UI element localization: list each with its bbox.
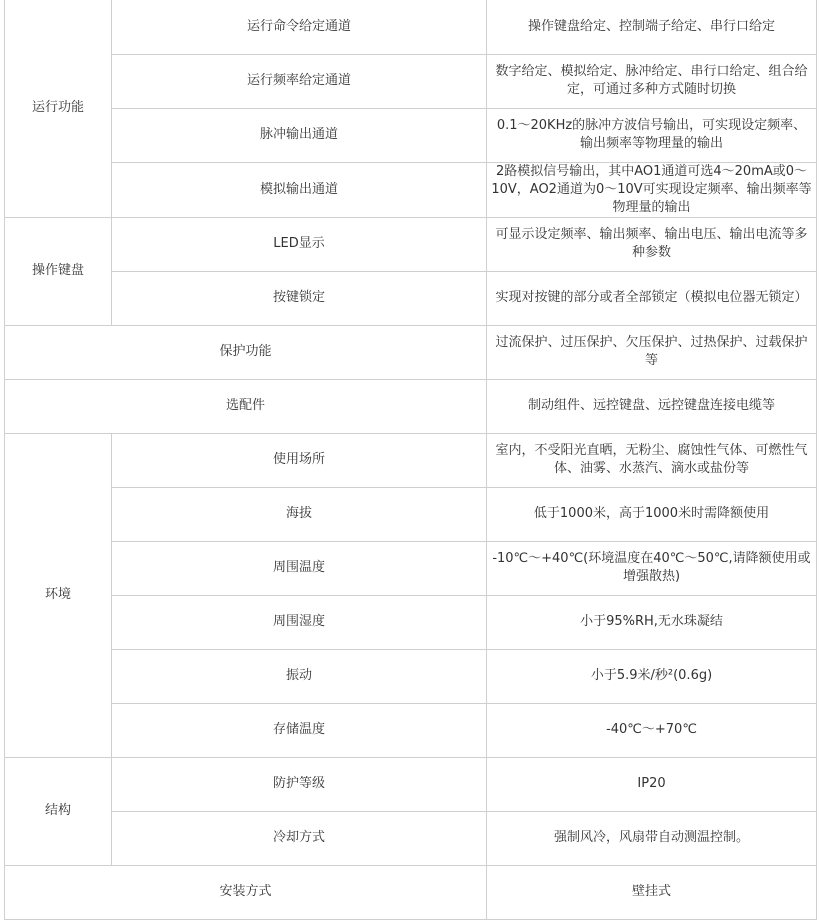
- category-run-function: 运行功能: [5, 0, 112, 217]
- category-environment: 环境: [5, 433, 112, 757]
- value-cell: 2路模拟信号输出，其中AO1通道可选4～20mA或0～10V，AO2通道为0～10V可实现设定频率、输出频率等物理量的输出: [487, 162, 817, 217]
- value-cell: IP20: [487, 757, 817, 811]
- table-row: [5, 487, 817, 541]
- value-cell: 可显示设定频率、输出频率、输出电压、输出电流等多种参数: [487, 217, 817, 271]
- item-cell: 脉冲输出通道: [112, 108, 487, 162]
- item-cell: 选配件: [5, 379, 487, 433]
- table-row: [5, 541, 817, 595]
- value-cell: -40℃～+70℃: [487, 703, 817, 757]
- table-row: [5, 325, 817, 379]
- item-cell: 周围温度: [112, 541, 487, 595]
- item-cell: 周围湿度: [112, 595, 487, 649]
- table-row: [5, 108, 817, 162]
- value-cell: 数字给定、模拟给定、脉冲给定、串行口给定、组合给定，可通过多种方式随时切换: [487, 54, 817, 108]
- item-cell: 振动: [112, 649, 487, 703]
- table-row: [5, 811, 817, 865]
- value-cell: 室内，不受阳光直晒，无粉尘、腐蚀性气体、可燃性气体、油雾、水蒸汽、滴水或盐份等: [487, 433, 817, 487]
- table-row: [5, 595, 817, 649]
- table-row: [5, 757, 817, 811]
- item-cell: 运行命令给定通道: [112, 0, 487, 54]
- value-cell: 操作键盘给定、控制端子给定、串行口给定: [487, 0, 817, 54]
- table-row: [5, 703, 817, 757]
- table-row: [5, 433, 817, 487]
- item-cell: 冷却方式: [112, 811, 487, 865]
- item-cell: 防护等级: [112, 757, 487, 811]
- table-row: [5, 217, 817, 271]
- value-cell: 实现对按键的部分或者全部锁定（模拟电位器无锁定）: [487, 271, 817, 325]
- value-cell: 过流保护、过压保护、欠压保护、过热保护、过载保护等: [487, 325, 817, 379]
- category-structure: 结构: [5, 757, 112, 865]
- value-cell: 低于1000米，高于1000米时需降额使用: [487, 487, 817, 541]
- value-cell: 小于95%RH,无水珠凝结: [487, 595, 817, 649]
- item-cell: 存储温度: [112, 703, 487, 757]
- table-row: [5, 54, 817, 108]
- value-cell: 制动组件、远控键盘、远控键盘连接电缆等: [487, 379, 817, 433]
- item-cell: 安装方式: [5, 865, 487, 919]
- value-cell: -10℃～+40℃(环境温度在40℃～50℃,请降额使用或增强散热): [487, 541, 817, 595]
- item-cell: 模拟输出通道: [112, 162, 487, 217]
- table-row: [5, 271, 817, 325]
- item-cell: 按键锁定: [112, 271, 487, 325]
- item-cell: LED显示: [112, 217, 487, 271]
- value-cell: 0.1～20KHz的脉冲方波信号输出，可实现设定频率、输出频率等物理量的输出: [487, 108, 817, 162]
- table-row: [5, 649, 817, 703]
- table-row: [5, 379, 817, 433]
- table-row: [5, 865, 817, 919]
- item-cell: 保护功能: [5, 325, 487, 379]
- table-row: [5, 0, 817, 54]
- category-keypad: 操作键盘: [5, 217, 112, 325]
- item-cell: 海拔: [112, 487, 487, 541]
- value-cell: 小于5.9米/秒²(0.6g): [487, 649, 817, 703]
- table-row: [5, 162, 817, 217]
- value-cell: 壁挂式: [487, 865, 817, 919]
- item-cell: 使用场所: [112, 433, 487, 487]
- spec-table: [4, 0, 817, 920]
- value-cell: 强制风冷，风扇带自动测温控制。: [487, 811, 817, 865]
- item-cell: 运行频率给定通道: [112, 54, 487, 108]
